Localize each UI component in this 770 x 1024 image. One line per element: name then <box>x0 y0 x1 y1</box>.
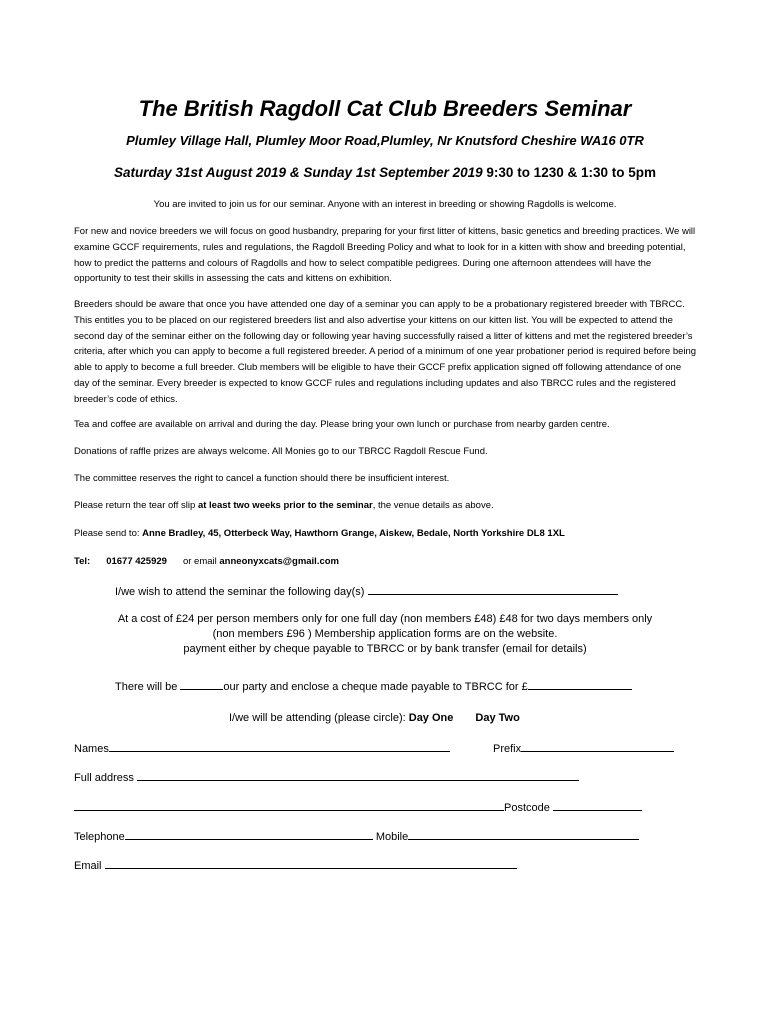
names-line <box>74 741 450 755</box>
wish-label: I/we wish to attend the seminar the following day(s) <box>115 586 365 598</box>
telephone-field[interactable] <box>125 829 373 840</box>
raffle-line: Donations of raffle prizes are always welcome. All Monies go to our TBRCC Ragdoll Rescue Fund. <box>74 446 488 457</box>
email-form-label: Email <box>74 860 105 872</box>
send-line <box>74 528 565 539</box>
party-mid: our party and enclose a cheque made payable to TBRCC for £ <box>223 681 528 693</box>
wish-line <box>115 584 618 598</box>
prefix-line <box>493 741 674 755</box>
prefix-label: Prefix <box>493 743 522 755</box>
dates-days: Saturday 31st August 2019 & Sunday 1st September 2019 <box>114 165 483 180</box>
day-two-option[interactable]: Day Two <box>475 712 520 724</box>
tel-label: Tel: <box>74 556 91 567</box>
tel-number: 01677 425929 <box>106 556 167 567</box>
party-line <box>115 679 632 693</box>
committee-line: The committee reserves the right to cancel a function should there be insufficient interest. <box>74 473 450 484</box>
return-line <box>74 500 494 511</box>
cost-line-2: (non members £96 ) Membership application forms are on the website. <box>212 628 558 640</box>
party-count-field[interactable] <box>180 679 223 690</box>
cost-line-3: payment either by cheque payable to TBRCC or by bank transfer (email for details) <box>183 643 587 655</box>
return-pre: Please return the tear off slip <box>74 500 198 511</box>
tea-line: Tea and coffee are available on arrival and during the day. Please bring your own lunch or purchase from nearby garden centre. <box>74 419 610 430</box>
prefix-field[interactable] <box>521 741 674 752</box>
attending-line <box>229 712 520 724</box>
telephone-label: Telephone <box>74 831 125 843</box>
mobile-label: Mobile <box>372 831 409 843</box>
party-pre: There will be <box>115 681 181 693</box>
email-address[interactable]: anneonyxcats@gmail.com <box>219 556 339 567</box>
address-field-2[interactable] <box>74 800 504 811</box>
intro-text: You are invited to join us for our seminar. Anyone with an interest in breeding or showing Ragdolls is welcome. <box>153 199 617 210</box>
paragraph-novice: For new and novice breeders we will focus on good husbandry, preparing for your first litter of kittens, basic genetics and breeding practices. We will examine GCCF requirements, rules and regulations, the Ragdoll Breeding Policy and what to look for in a kitten with show and breeding potential, how to predict the patterns and colours of Ragdolls and how to select compatible pedigrees. During one afternoon attendees will have the opportunity to test their skills in assessing the cats and kittens on exhibition. <box>74 226 696 285</box>
cost-line-1: At a cost of £24 per person members only for one full day (non members £48) £48 for two days members only <box>117 613 653 625</box>
postcode-field[interactable] <box>553 800 642 811</box>
amount-field[interactable] <box>528 679 632 690</box>
days-field[interactable] <box>368 584 618 595</box>
postcode-line <box>74 800 642 814</box>
email-line <box>74 858 517 872</box>
postcode-label: Postcode <box>504 802 553 814</box>
return-deadline: at least two weeks prior to the seminar <box>197 500 373 511</box>
address-line <box>74 770 579 784</box>
dates-times: 9:30 to 1230 & 1:30 to 5pm <box>486 165 656 180</box>
names-label: Names <box>74 743 109 755</box>
names-field[interactable] <box>109 741 450 752</box>
address-field[interactable] <box>137 770 579 781</box>
paragraph-breeders: Breeders should be aware that once you have attended one day of a seminar you can apply to be a probationary registered breeder with TBRCC. This entitles you to be placed on our registered breeders list and also advertise your kittens on our kitten list. You will be expected to attend the second day of the seminar either on the following day or following year having successfully raised a litter of kittens and met the registered breeder’s criteria, after which you can apply to become a full registered breeder. A period of a minimum of one year probationer period is required before being able to apply to become a full breeder. Club members will be eligible to have their GCCF prefix application signed off following attendance of one day of the seminar. Every breeder is expected to know GCCF rules and regulations including updates and also TBRCC rules and the registered breeder’s code of ethics. <box>74 299 697 405</box>
dates-line <box>0 165 770 180</box>
send-address: Anne Bradley, 45, Otterbeck Way, Hawthorn Grange, Aiskew, Bedale, North Yorkshire DL8 1XL <box>142 528 565 539</box>
venue-line: Plumley Village Hall, Plumley Moor Road,Plumley, Nr Knutsford Cheshire WA16 0TR <box>126 133 644 148</box>
email-label: or email <box>182 556 217 567</box>
contact-line <box>74 556 339 567</box>
return-post: , the venue details as above. <box>372 500 494 511</box>
mobile-field[interactable] <box>408 829 639 840</box>
attending-label: I/we will be attending (please circle): <box>229 712 409 724</box>
address-label: Full address <box>74 772 137 784</box>
page-title: The British Ragdoll Cat Club Breeders Seminar <box>138 96 632 121</box>
email-field[interactable] <box>105 858 517 869</box>
day-one-option[interactable]: Day One <box>408 712 454 724</box>
telephone-line <box>74 829 639 843</box>
send-pre: Please send to: <box>74 528 143 539</box>
